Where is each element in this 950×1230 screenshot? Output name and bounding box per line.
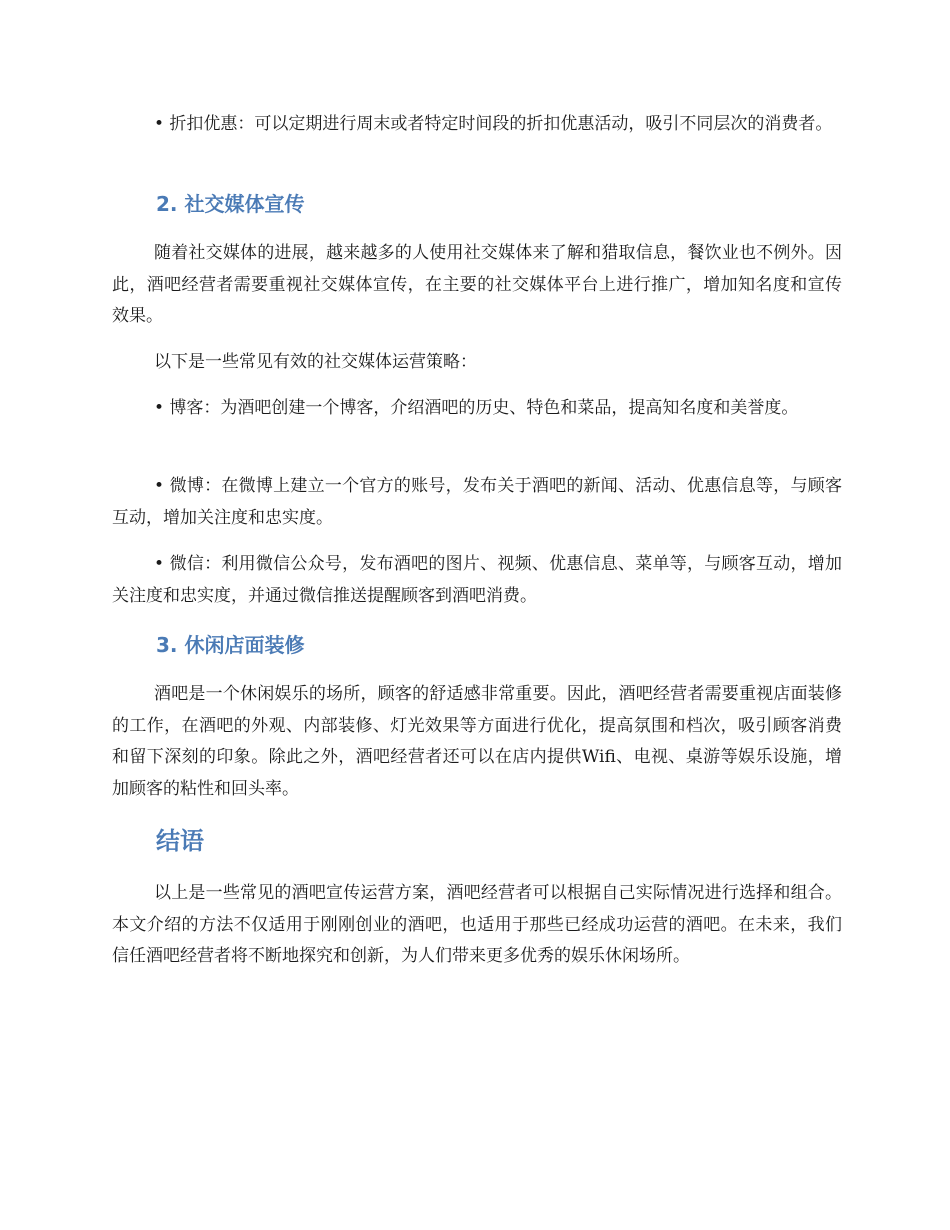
paragraph-social-intro: 随着社交媒体的进展，越来越多的人使用社交媒体来了解和猎取信息，餐饮业也不例外。因此，酒吧经营者需要重视社交媒体宣传，在主要的社交媒体平台上进行推广，增加知名度和宣传效果。 <box>112 243 842 326</box>
section-heading-conclusion: 结语 <box>156 827 204 855</box>
section-heading-social-media: 2. 社交媒体宣传 <box>156 192 305 216</box>
paragraph-discount: • 折扣优惠：可以定期进行周末或者特定时间段的折扣优惠活动，吸引不同层次的消费者。 <box>154 114 833 134</box>
paragraph-wechat: • 微信：利用微信公众号，发布酒吧的图片、视频、优惠信息、菜单等，与顾客互动，增加关注度和忠实度，并通过微信推送提醒顾客到酒吧消费。 <box>112 554 842 606</box>
paragraph-conclusion: 以上是一些常见的酒吧宣传运营方案，酒吧经营者可以根据自己实际情况进行选择和组合。本文介绍的方法不仅适用于刚刚创业的酒吧，也适用于那些已经成功运营的酒吧。在未来，我们信任酒吧经营者将不断地探究和创新，为人们带来更多优秀的娱乐休闲场所。 <box>112 883 842 966</box>
paragraph-decoration: 酒吧是一个休闲娱乐的场所，顾客的舒适感非常重要。因此，酒吧经营者需要重视店面装修的工作，在酒吧的外观、内部装修、灯光效果等方面进行优化，提高氛围和档次，吸引顾客消费和留下深刻的印象。除此之外，酒吧经营者还可以在店内提供Wifi、电视、桌游等娱乐设施，增加顾客的粘性和回头率。 <box>112 684 842 799</box>
paragraph-strategies-intro: 以下是一些常见有效的社交媒体运营策略： <box>154 352 477 372</box>
section-heading-decoration: 3. 休闲店面装修 <box>156 633 305 657</box>
paragraph-blog: • 博客：为酒吧创建一个博客，介绍酒吧的历史、特色和菜品，提高知名度和美誉度。 <box>154 398 799 418</box>
paragraph-weibo: • 微博：在微博上建立一个官方的账号，发布关于酒吧的新闻、活动、优惠信息等，与顾客互动，增加关注度和忠实度。 <box>112 476 842 528</box>
